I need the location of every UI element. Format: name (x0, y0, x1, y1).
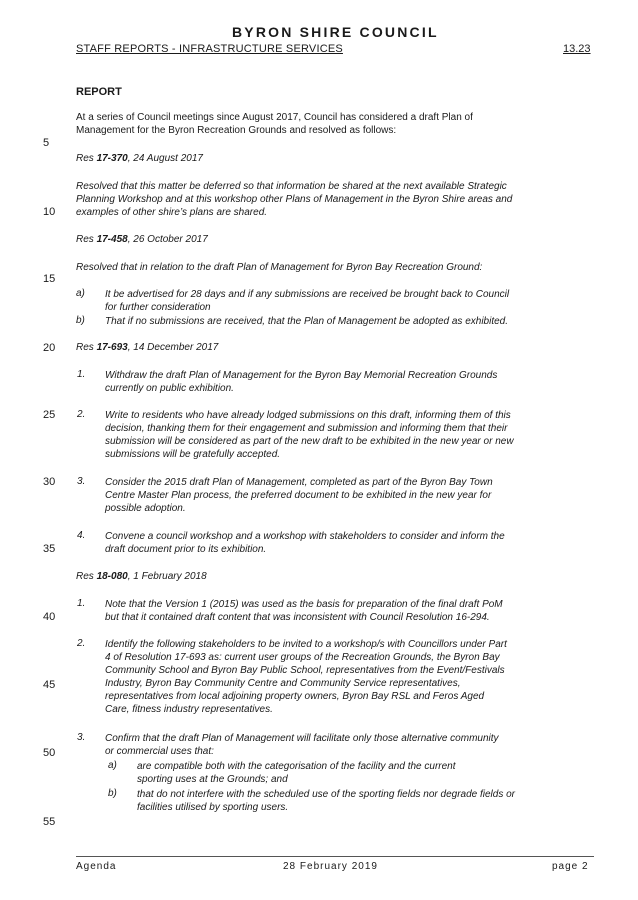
list-item-line: Confirm that the draft Plan of Management will facilitate only those alternative community (105, 733, 499, 744)
list-item-line: submission will be considered as part of the new draft to be exhibited in the new year or new (105, 436, 514, 447)
line-number: 10 (43, 206, 56, 218)
footer-date: 28 February 2019 (283, 861, 378, 872)
list-item-line: 4 of Resolution 17-693 as: current user groups of the Recreation Grounds, the Byron Bay (105, 652, 500, 663)
list-marker: 1. (77, 598, 86, 609)
resolution-prefix: Res (76, 571, 97, 582)
list-item-line: It be advertised for 28 days and if any submissions are received be brought back to Council (105, 289, 510, 300)
line-number: 35 (43, 543, 56, 555)
resolution-text-line: Resolved that in relation to the draft Plan of Management for Byron Bay Recreation Ground: (76, 262, 483, 273)
list-item-line: Care, fitness industry representatives. (105, 704, 273, 715)
list-item-line: draft document prior to its exhibition. (105, 544, 267, 555)
section-heading: STAFF REPORTS - INFRASTRUCTURE SERVICES (76, 43, 343, 55)
resolution-date: , 26 October 2017 (127, 234, 208, 245)
list-item-line: decision, thanking them for their engagement and submission and informing them that their (105, 423, 508, 434)
report-heading: REPORT (76, 86, 122, 98)
line-number: 30 (43, 476, 56, 488)
list-marker: b) (76, 315, 85, 326)
list-item-line: Identify the following stakeholders to be invited to a workshop/s with Councillors under Part (105, 639, 507, 650)
intro-line: Management for the Byron Recreation Grounds and resolved as follows: (76, 125, 397, 136)
line-number: 55 (43, 816, 56, 828)
list-item-line: Consider the 2015 draft Plan of Management, completed as part of the Byron Bay Town (105, 477, 493, 488)
sublist-item-line: that do not interfere with the scheduled use of the sporting fields nor degrade fields or (137, 789, 516, 800)
list-item-line: possible adoption. (105, 503, 186, 514)
list-item-line: Note that the Version 1 (2015) was used as the basis for preparation of the final draft PoM (105, 599, 503, 610)
sublist-marker: a) (108, 760, 117, 771)
resolution-text-line: examples of other shire’s plans are shared. (76, 207, 268, 218)
council-title: BYRON SHIRE COUNCIL (232, 24, 439, 40)
line-number: 25 (43, 409, 56, 421)
list-marker: 3. (77, 732, 86, 743)
resolution-date: , 14 December 2017 (127, 342, 219, 353)
resolution-text-line: Planning Workshop and at this workshop other Plans of Management in the Byron Shire areas and (76, 194, 513, 205)
resolution-title (76, 342, 218, 353)
footer-agenda: Agenda (76, 861, 117, 872)
list-marker: 2. (77, 409, 86, 420)
sublist-item-line: facilities utilised by sporting users. (137, 802, 289, 813)
resolution-date: , 24 August 2017 (127, 153, 203, 164)
sublist-marker: b) (108, 788, 117, 799)
resolution-prefix: Res (76, 234, 97, 245)
resolution-prefix: Res (76, 153, 97, 164)
line-number: 15 (43, 273, 56, 285)
line-number: 40 (43, 611, 56, 623)
item-number: 13.23 (563, 43, 591, 55)
list-item-line: but that it contained draft content that was inconsistent with Council Resolution 16-294. (105, 612, 490, 623)
resolution-number: 17-370 (96, 153, 128, 164)
list-item-line: Centre Master Plan process, the preferred document to be exhibited in the new year for (105, 490, 492, 501)
line-number: 5 (43, 137, 50, 149)
list-item-line: Write to residents who have already lodged submissions on this draft, informing them of this (105, 410, 511, 421)
line-number: 45 (43, 679, 56, 691)
list-marker: 3. (77, 476, 86, 487)
resolution-number: 17-693 (96, 342, 128, 353)
list-item-line: currently on public exhibition. (105, 383, 234, 394)
resolution-text-line: Resolved that this matter be deferred so that information be shared at the next available Strategic (76, 181, 507, 192)
list-item-line: or commercial uses that: (105, 746, 214, 757)
list-item-line: Convene a council workshop and a workshop with stakeholders to consider and inform the (105, 531, 505, 542)
line-number: 50 (43, 747, 56, 759)
list-item-line: submissions will be gratefully accepted. (105, 449, 281, 460)
list-marker: a) (76, 288, 85, 299)
sublist-item-line: are compatible both with the categorisation of the facility and the current (137, 761, 456, 772)
sublist-item-line: sporting uses at the Grounds; and (137, 774, 288, 785)
list-item-line: representatives from local adjoining property owners, Byron Bay RSL and Feros Aged (105, 691, 485, 702)
list-item-line: Community School and Byron Bay Public School, representatives from the Event/Festivals (105, 665, 505, 676)
list-marker: 4. (77, 530, 86, 541)
list-item-line: Withdraw the draft Plan of Management for the Byron Bay Memorial Recreation Grounds (105, 370, 498, 381)
footer-page: page 2 (552, 861, 589, 872)
list-item-line: That if no submissions are received, that the Plan of Management be adopted as exhibited. (105, 316, 509, 327)
list-marker: 1. (77, 369, 86, 380)
resolution-number: 18-080 (96, 571, 128, 582)
intro-line: At a series of Council meetings since August 2017, Council has considered a draft Plan of (76, 112, 473, 123)
line-number: 20 (43, 342, 56, 354)
resolution-date: , 1 February 2018 (127, 571, 207, 582)
list-item-line: Industry, Byron Bay Community Centre and Community Service representatives, (105, 678, 461, 689)
resolution-prefix: Res (76, 342, 97, 353)
resolution-title (76, 153, 203, 164)
resolution-number: 17-458 (96, 234, 128, 245)
footer-rule (76, 856, 594, 857)
resolution-title (76, 234, 208, 245)
resolution-title (76, 571, 207, 582)
list-marker: 2. (77, 638, 86, 649)
list-item-line: for further consideration (105, 302, 211, 313)
